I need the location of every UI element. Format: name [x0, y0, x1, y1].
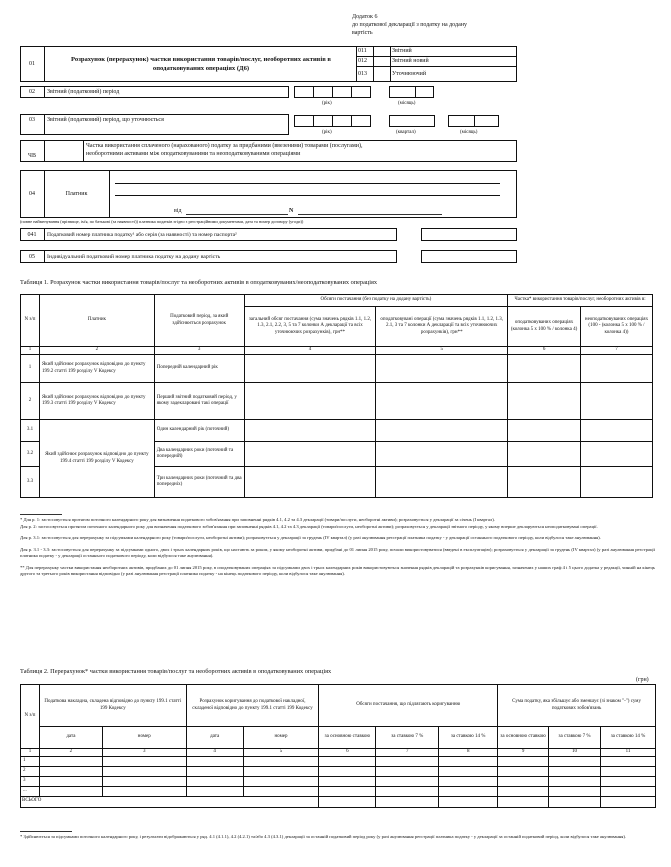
section-03-quarter-input[interactable]: [389, 115, 435, 127]
t2-cell-input[interactable]: [439, 756, 498, 766]
t2-cell-input[interactable]: [601, 776, 656, 786]
t1-row-payer: Який здійснює розрахунок відповідно до пункту 199.4 статті 199 розділу V Кодексу: [39, 420, 154, 498]
t1-row-payer: Який здійснює розрахунок відповідно до пункту 199.3 статті 199 розділу V Кодексу: [39, 383, 154, 420]
t2-header-adjustment-number: номер: [243, 727, 319, 749]
t1-cell-input[interactable]: [376, 355, 508, 383]
t2-cell-input[interactable]: [102, 786, 186, 796]
t1-cell-input[interactable]: [581, 383, 653, 420]
section-04-caption: (повне найменування (прізвище, ім'я, по батькові (за наявності)) платника податків згідно з реєстраційними документами, дата та номер договору (угоди)): [20, 219, 304, 224]
option-013-code: 013: [358, 71, 367, 77]
t1-cell-input[interactable]: [376, 467, 508, 498]
t1-row-period: Один календарний рік (поточний): [154, 420, 244, 442]
t1-row-num: 3.3: [21, 467, 40, 498]
t2-cell-input[interactable]: [319, 786, 376, 796]
contract-number-label: N: [289, 208, 294, 214]
t2-cell-input[interactable]: [376, 766, 439, 776]
section-041-code: 041: [27, 231, 37, 238]
t1-header-period: Податковий період, за який здійснюється розрахунок: [154, 295, 244, 347]
section-02-year-caption: (рік): [322, 101, 332, 106]
payer-name-line-2[interactable]: [115, 195, 500, 196]
t2-colnum: 5: [243, 749, 319, 757]
option-011-label: Звітний: [392, 48, 412, 54]
t1-header-share: Частка* використання товарів/послуг, необоротних активів в:: [508, 295, 653, 307]
t1-colnum: 3: [154, 347, 244, 355]
t2-cell-input[interactable]: [439, 776, 498, 786]
t1-cell-input[interactable]: [244, 383, 376, 420]
t2-row-num: 2: [21, 766, 40, 776]
t1-header-taxable-ops: оподатковувані операції (сума значень рядків 1.1, 1.2, 1.3, 2.1, 3 та 7 колонки А декларації та всіх уточнюючих розрахунків), грн**: [376, 307, 508, 347]
section-03-code: 03: [29, 117, 35, 123]
t1-cell-input[interactable]: [376, 383, 508, 420]
t2-cell-input[interactable]: [498, 786, 549, 796]
option-012-label: Звітний новий: [392, 58, 429, 64]
t2-header-volume-7: за ставкою 7 %: [376, 727, 439, 749]
t1-colnum: 1: [21, 347, 40, 355]
t1-colnum: 4: [244, 347, 376, 355]
t1-cell-input[interactable]: [376, 442, 508, 467]
section-03-year-caption: (рік): [322, 130, 332, 135]
t2-colnum: 11: [601, 749, 656, 757]
t2-header-num: N з/п: [21, 685, 40, 749]
t2-colnum: 10: [549, 749, 601, 757]
t1-row-period: Два календарних роки (поточний та попередній): [154, 442, 244, 467]
t2-colnum: 8: [439, 749, 498, 757]
t2-cell-input[interactable]: [186, 786, 243, 796]
t2-cell-input[interactable]: [39, 776, 102, 786]
t2-cell-input[interactable]: [39, 756, 102, 766]
footnote-double-star: ** Для перерахунку частки використання необоротних активів, придбаних до 01 липня 2015 року, в оподатковуваних операціях за підсумками двох і трьох календарних років використовуються значення рядків декларацій та розрахунків коригування, зазначених у наших граф 4 і 5 цього додатка у редакції, чинній на кінець другого та третього років використання відповідно (у разі анулювання реєстрації платника податку - на кінець податкового періоду, коли відбулося таке анулювання).: [20, 564, 655, 576]
t2-cell-input[interactable]: [102, 766, 186, 776]
footnote-table2: * Здійснюється за підсумками поточного календарного року, і результати відображаються у ряд. 4.1 (4.1.1), 4.2 (4.2.1) та/або 4.3 (4.3.1) декларації за останній податковий період року (у разі анулювання реєстрації платника податку - у декларації за останній податковий період, коли відбулося таке анулювання).: [20, 834, 627, 839]
section-chv-code: ЧВ: [28, 153, 36, 159]
t2-cell-input[interactable]: [376, 756, 439, 766]
t2-cell-input[interactable]: [549, 776, 601, 786]
option-011-code: 011: [358, 48, 367, 54]
appendix-line1: Додаток 6: [352, 14, 378, 20]
t2-cell-input[interactable]: [439, 766, 498, 776]
t2-cell-input[interactable]: [39, 766, 102, 776]
t1-row-num: 3.1: [21, 420, 40, 442]
section-03-quarter-caption: (квартал): [396, 130, 416, 135]
t2-header-adjustment: Розрахунок коригування до податкової накладної, складеної відповідно до пункту 199.1 статті 199 Кодексу: [186, 685, 319, 727]
t2-row-2: [21, 766, 656, 776]
t1-cell-input[interactable]: [244, 442, 376, 467]
t2-cell-input[interactable]: [243, 786, 319, 796]
payer-name-line-1[interactable]: [115, 183, 500, 184]
t2-cell-input[interactable]: [601, 786, 656, 796]
t2-cell-input[interactable]: [549, 756, 601, 766]
t2-cell-input[interactable]: [498, 766, 549, 776]
t2-row-num: 1: [21, 756, 40, 766]
t2-cell-input[interactable]: [376, 786, 439, 796]
section-02-code: 02: [29, 89, 35, 95]
section-04-code: 04: [29, 191, 35, 197]
section-01-title: Розрахунок (перерахунок) частки використання товарів/послуг, необоротних активів в оподатковуваних операціях (Д6): [71, 56, 331, 72]
t2-cell-input[interactable]: [243, 756, 319, 766]
t1-row-2: [21, 383, 653, 420]
t2-cell-input[interactable]: [319, 756, 376, 766]
t2-header-adjustment-date: дата: [186, 727, 243, 749]
t1-cell-input[interactable]: [508, 355, 581, 383]
t2-cell-input[interactable]: [601, 766, 656, 776]
t1-row-period: Перший звітний податковий період, у якому задекларовані такі операції: [154, 383, 244, 420]
t1-header-share-taxable: оподатковуваних операціях (колонка 5 х 100 % / колонка 4): [508, 307, 581, 347]
t2-cell-input[interactable]: [549, 786, 601, 796]
t1-colnum: 2: [39, 347, 154, 355]
section-04-label: Платник: [65, 191, 88, 197]
section-03-month-caption: (місяць): [460, 130, 478, 135]
section-05-label: Індивідуальний податковий номер платника податку на додану вартість: [47, 253, 221, 260]
t2-cell-input[interactable]: [601, 756, 656, 766]
t2-cell-input[interactable]: [186, 776, 243, 786]
t1-row-period: Три календарних роки (поточний та два попередніх): [154, 467, 244, 498]
t1-cell-input[interactable]: [376, 420, 508, 442]
t2-cell-input[interactable]: [439, 786, 498, 796]
t2-colnum: 1: [21, 749, 40, 757]
t2-cell-input[interactable]: [186, 756, 243, 766]
section-02-month-input[interactable]: [389, 86, 434, 98]
appendix-line2: до податкової декларації з податку на додану: [352, 22, 467, 28]
t2-header-tax: Сума податку, яка збільшує або зменшує (зі знаком "-") суму податкових зобов'язань: [498, 685, 656, 727]
t2-colnum: 7: [376, 749, 439, 757]
table2-title: Таблиця 2. Перерахунок* частки використання товарів/послуг та необоротних активів в оподатковуваних операціях: [20, 668, 332, 675]
t1-row-period: Попередній календарний рік: [154, 355, 244, 383]
t2-header-invoice: Податкова накладна, складена відповідно до пункту 199.1 статті 199 Кодексу: [39, 685, 186, 727]
t1-row-payer: Який здійснює розрахунок відповідно до пункту 199.2 статті 199 розділу V Кодексу: [39, 355, 154, 383]
t1-cell-input[interactable]: [508, 467, 581, 498]
section-02-label: Звітний (податковий) період: [47, 89, 120, 95]
t1-colnum: 7: [581, 347, 653, 355]
footnote-divider: [20, 514, 62, 515]
t2-cell-input[interactable]: [186, 766, 243, 776]
t2-colnum: 6: [319, 749, 376, 757]
t2-total-cell[interactable]: [376, 796, 439, 807]
appendix-line3: вартість: [352, 30, 373, 36]
section-chv-text: Частка використання сплаченого (нарахованого) податку за придбаними (ввезеними) товарами (послугами), необоротними активами між оподатковуваними та неоподатковуваними операціями: [86, 143, 363, 157]
t2-row-total: [21, 796, 656, 807]
t1-colnum: 6: [508, 347, 581, 355]
t2-row-3: [21, 776, 656, 786]
footnote-row3-1: Для р. 3.1: застосовується для перерахунку за підсумками календарного року (товари/послуги, необоротні активи); розраховується у декларації за грудень (IV квартал) (у разі анулювання реєстрації платника податку - у декларації останнього податкового періоду, коли відбулося таке анулювання).: [20, 535, 601, 540]
section-05-code: 05: [29, 253, 35, 260]
t1-header-share-nontaxable: неоподатковуваних операціях (100 - (колонка 5 х 100 % / колонка 4)): [581, 307, 653, 347]
t2-header-tax-14: за ставкою 14 %: [601, 727, 656, 749]
t1-cell-input[interactable]: [244, 420, 376, 442]
t2-total-cell[interactable]: [439, 796, 498, 807]
t2-cell-input[interactable]: [376, 776, 439, 786]
t2-header-invoice-number: номер: [102, 727, 186, 749]
footnote-row1: * Для р. 1: застосовується протягом поточного календарного року для визначення податкового зобов'язання при заповненні рядків 4.1, 4.2 та 4.3 декларації (товари/послуги, необоротні активи); розраховується у декларації за січень (I квартал).: [20, 517, 495, 522]
t1-row-num: 3.2: [21, 442, 40, 467]
t2-total-cell[interactable]: [549, 796, 601, 807]
t1-cell-input[interactable]: [581, 355, 653, 383]
contract-from-label: від: [174, 208, 182, 214]
t2-cell-input[interactable]: [498, 776, 549, 786]
t2-cell-input[interactable]: [39, 786, 102, 796]
t2-colnum: 9: [498, 749, 549, 757]
t1-cell-input[interactable]: [244, 467, 376, 498]
table2-unit: (грн): [636, 677, 649, 683]
section-05-input[interactable]: [421, 250, 517, 263]
t1-row-num: 2: [21, 383, 40, 420]
t2-cell-input[interactable]: [243, 776, 319, 786]
t1-header-num: N з/п: [21, 295, 40, 347]
t1-row-num: 1: [21, 355, 40, 383]
t1-cell-input[interactable]: [244, 355, 376, 383]
t1-cell-input[interactable]: [508, 383, 581, 420]
table2: [20, 684, 656, 808]
t1-colnum: 5: [376, 347, 508, 355]
t2-header-tax-7: за ставкою 7 %: [549, 727, 601, 749]
t2-header-volume-14: за ставкою 14 %: [439, 727, 498, 749]
t2-header-volume-basic: за основною ставкою: [319, 727, 376, 749]
footnote-row2: Для р. 2: застосовується протягом поточного календарного року для визначення податкового зобов'язання при заповненні рядків 4.1, 4.2 та 4.3 декларації (товари/послуги, необоротні активи); розраховується у декларації звітного періоду, у якому вперше декларуються неоподатковувані операції.: [20, 523, 598, 529]
table1: [20, 294, 653, 498]
t2-total-cell[interactable]: [498, 796, 549, 807]
t2-total-cell[interactable]: [601, 796, 656, 807]
t2-row-1: [21, 756, 656, 766]
t2-cell-input[interactable]: [498, 756, 549, 766]
contract-number-field[interactable]: [298, 214, 442, 215]
t2-colnum: 3: [102, 749, 186, 757]
option-013-label: Уточнюючий: [392, 71, 427, 77]
t2-header-volumes: Обсяги постачання, що підлягають коригуванню: [319, 685, 498, 727]
contract-date-field[interactable]: [186, 214, 288, 215]
appendix-note: [352, 13, 522, 37]
t2-total-cell[interactable]: [319, 796, 376, 807]
t1-header-volumes: Обсяги постачання (без податку на додану вартість): [244, 295, 508, 307]
t1-cell-input[interactable]: [508, 420, 581, 442]
t1-cell-input[interactable]: [581, 467, 653, 498]
option-011-checkbox[interactable]: [373, 46, 390, 56]
footnotes-table1: [20, 517, 655, 578]
t2-cell-input[interactable]: [102, 756, 186, 766]
section-02-month-caption: (місяць): [398, 101, 416, 106]
option-013-checkbox[interactable]: [373, 66, 390, 82]
t1-header-payer: Платник: [39, 295, 154, 347]
t2-row-num: 3: [21, 776, 40, 786]
t2-header-tax-basic: за основною ставкою: [498, 727, 549, 749]
t1-cell-input[interactable]: [508, 442, 581, 467]
section-01-code: 01: [29, 61, 35, 67]
t2-cell-input[interactable]: [319, 776, 376, 786]
option-012-checkbox[interactable]: [373, 56, 390, 66]
t1-header-total-volume: загальний обсяг постачання (сума значень рядків 1.1, 1.2, 1.3, 2.1, 2.2, 3, 5 та 7 колонки А декларації та всіх уточнюючих розрахунків), грн**: [244, 307, 376, 347]
t2-header-invoice-date: дата: [39, 727, 102, 749]
t1-cell-input[interactable]: [581, 442, 653, 467]
t2-cell-input[interactable]: [319, 766, 376, 776]
t2-colnum: 2: [39, 749, 102, 757]
t2-cell-input[interactable]: [102, 776, 186, 786]
t1-row-1: [21, 355, 653, 383]
option-012-code: 012: [358, 58, 367, 64]
footnote-rows3-1-3-3: Для р. 3.1 - 3.3: застосовується для перерахунку за підсумками одного, двох і трьох календарних років, що настають за роком, у якому необоротні активи, придбані до 01 липня 2015 року, почали використовуватися (введені в експлуатацію); розраховується у декларації за грудень (IV квартал) (у разі анулювання реєстрації платника податку - у декларації останнього податкового періоду, коли відбулося таке анулювання).: [20, 546, 655, 558]
t2-row-num: ...: [21, 786, 40, 796]
t2-cell-input[interactable]: [243, 766, 319, 776]
t2-cell-input[interactable]: [549, 766, 601, 776]
table1-title: Таблиця 1. Розрахунок частки використання товарів/послуг та необоротних активів в оподатковуваних/неоподатковуваних операціях: [20, 279, 378, 286]
t2-row-more: [21, 786, 656, 796]
t2-total-label: ВСЬОГО: [21, 796, 319, 807]
t1-cell-input[interactable]: [581, 420, 653, 442]
section-041-label: Податковий номер платника податку¹ або серія (за наявності) та номер паспорта²: [47, 231, 237, 238]
t1-row-3-1: [21, 420, 653, 442]
t2-colnum: 4: [186, 749, 243, 757]
footnote2-divider: [20, 831, 72, 832]
section-041-input[interactable]: [421, 228, 517, 241]
section-03-label: Звітний (податковий) період, що уточнюється: [47, 117, 164, 123]
